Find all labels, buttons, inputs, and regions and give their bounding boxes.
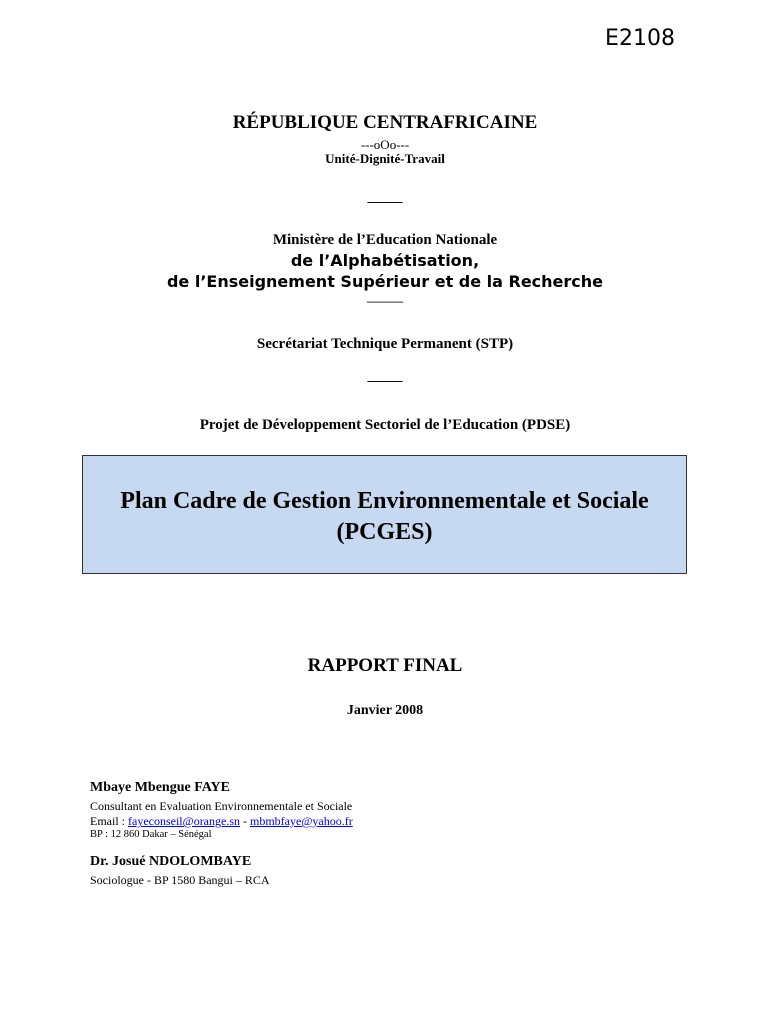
report-date: Janvier 2008 [346, 703, 424, 718]
national-motto: Unité-Dignité-Travail [325, 151, 445, 166]
report-label: RAPPORT FINAL [307, 655, 463, 676]
separator-line: _____ [367, 190, 403, 205]
email-separator: - [240, 814, 251, 828]
ministry-separator: ______ [367, 290, 403, 304]
document-id: E2108 [605, 26, 675, 51]
ministry-line-2: de l’Alphabétisation, [290, 251, 480, 270]
ministry-line-1: Ministère de l’Education Nationale [272, 232, 498, 248]
author-address: BP : 12 860 Dakar – Sénégal [90, 829, 212, 840]
document-title-box [82, 455, 687, 574]
author-1 [90, 780, 353, 840]
author-role: Sociologue - BP 1580 Bangui – RCA [90, 873, 270, 887]
motto-separator: ---oOo--- [360, 137, 410, 152]
author-name: Dr. Josué NDOLOMBAYE [90, 854, 252, 869]
email-link-2[interactable]: mbmbfaye@yahoo.fr [250, 814, 353, 828]
author-email-line [90, 814, 353, 829]
author-2 [90, 854, 270, 888]
secretariat-separator: _____ [367, 369, 403, 384]
country-heading: RÉPUBLIQUE CENTRAFRICAINE [232, 112, 538, 133]
ministry-line-3: de l’Enseignement Supérieur et de la Recherche [166, 272, 604, 291]
email-label: Email : [90, 814, 128, 828]
project-heading: Projet de Développement Sectoriel de l’Education (PDSE) [199, 417, 571, 433]
author-role: Consultant en Evaluation Environnementale et Sociale [90, 799, 353, 813]
email-link-1[interactable]: fayeconseil@orange.sn [128, 814, 241, 828]
document-title-acronym: (PCGES) [336, 519, 433, 545]
author-name: Mbaye Mbengue FAYE [90, 780, 230, 795]
secretariat-heading: Secrétariat Technique Permanent (STP) [256, 336, 514, 352]
document-title: Plan Cadre de Gestion Environnementale et Sociale [120, 488, 649, 514]
